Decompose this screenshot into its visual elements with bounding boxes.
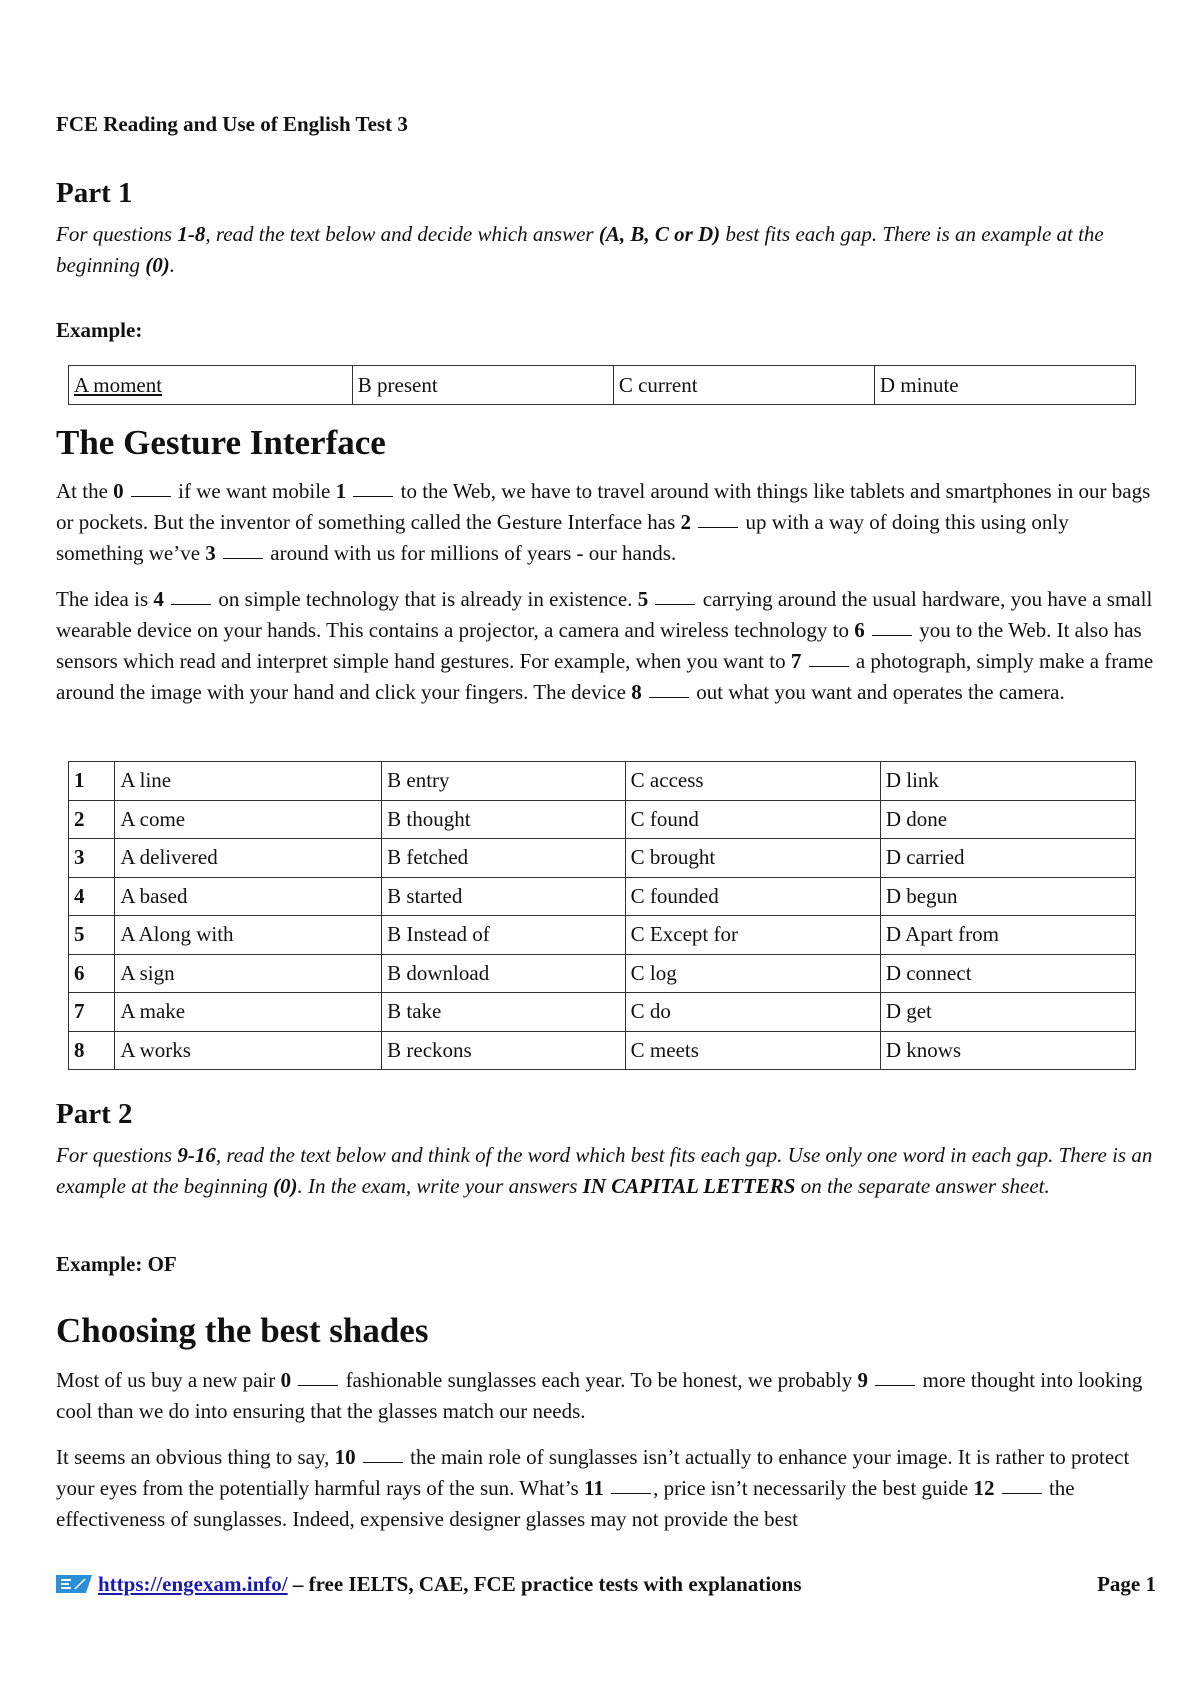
- engexam-logo-icon: [56, 1575, 92, 1593]
- text2-para1: [56, 1365, 1156, 1427]
- gap-blank[interactable]: [649, 697, 689, 698]
- instr-text: For questions: [56, 1143, 178, 1167]
- text2-para2: [56, 1442, 1156, 1535]
- gap-blank[interactable]: [171, 604, 211, 605]
- gap-blank[interactable]: [131, 496, 171, 497]
- gap-number: 11: [583, 1476, 604, 1500]
- page-number: Page 1: [1097, 1572, 1156, 1596]
- part1-heading: Part 1: [56, 177, 133, 209]
- gap-number: 10: [334, 1445, 356, 1469]
- part1-heading-wrap: [56, 177, 1156, 210]
- instr-text: . In the exam, write your answers: [297, 1174, 583, 1198]
- text1-para2-wrap: [56, 584, 1156, 708]
- para-text: on simple technology that is already in existence.: [213, 587, 638, 611]
- para-text: It seems an obvious thing to say,: [56, 1445, 335, 1469]
- instr-text: , read the text below and think of the word which best fits each gap. Use only one word in each gap. There is an example at the beginning: [56, 1143, 1153, 1198]
- part1-instructions-wrap: [56, 219, 1156, 281]
- instr-zero: (0): [145, 253, 170, 277]
- para-text: fashionable sunglasses each year. To be honest, we probably: [340, 1368, 858, 1392]
- gap-blank[interactable]: [363, 1462, 403, 1463]
- gap-number: 7: [790, 649, 802, 673]
- gap-blank[interactable]: [1002, 1493, 1042, 1494]
- part2-example: Example: OF: [56, 1252, 177, 1276]
- question-number: 7: [69, 993, 115, 1032]
- option-a[interactable]: A come: [115, 800, 382, 839]
- text1-title: The Gesture Interface: [56, 423, 386, 462]
- part2-instructions-wrap: [56, 1140, 1156, 1202]
- option-c[interactable]: C do: [625, 993, 880, 1032]
- question-row: [69, 762, 1136, 801]
- instr-text: best fits each gap. There is an example at the beginning: [56, 222, 1104, 277]
- option-a[interactable]: A works: [115, 1031, 382, 1070]
- option-a[interactable]: A line: [115, 762, 382, 801]
- question-number: 5: [69, 916, 115, 955]
- option-d[interactable]: D connect: [880, 954, 1135, 993]
- gap-number: 0: [280, 1368, 292, 1392]
- option-d[interactable]: D done: [880, 800, 1135, 839]
- answer-table-body: [69, 762, 1136, 1070]
- document-title: FCE Reading and Use of English Test 3: [56, 112, 408, 136]
- instr-text: For questions: [56, 222, 178, 246]
- para-text: around with us for millions of years - our hands.: [265, 541, 677, 565]
- text1-para1-wrap: [56, 476, 1156, 569]
- instr-range: 1-8: [177, 222, 206, 246]
- option-b[interactable]: B started: [382, 877, 626, 916]
- gap-blank[interactable]: [298, 1385, 338, 1386]
- option-c[interactable]: C found: [625, 800, 880, 839]
- gap-number: 8: [631, 680, 642, 704]
- para-text: a photograph, simply make a frame around the image with your hand and click your fingers. The device: [56, 649, 1154, 704]
- gap-blank[interactable]: [223, 558, 263, 559]
- para-text: carrying around the usual hardware, you have a small wearable device on your hands. This contains a projector, a camera and wireless technology to: [56, 587, 1153, 642]
- gap-number: 1: [335, 479, 347, 503]
- question-row: [69, 1031, 1136, 1070]
- para-text: , price isn’t necessarily the best guide: [653, 1476, 974, 1500]
- gap-blank[interactable]: [655, 604, 695, 605]
- para-text: the main role of sunglasses isn’t actually to enhance your image. It is rather to protect your eyes from the potentially harmful rays of the sun. What’s: [56, 1445, 1130, 1500]
- part2-heading-wrap: [56, 1098, 1156, 1131]
- question-row: [69, 916, 1136, 955]
- gap-blank[interactable]: [353, 496, 393, 497]
- para-text: Most of us buy a new pair: [56, 1368, 281, 1392]
- part1-instructions: [56, 219, 1156, 281]
- para-text: the effectiveness of sunglasses. Indeed, expensive designer glasses may not provide the best: [56, 1476, 1075, 1531]
- question-number: 6: [69, 954, 115, 993]
- option-c[interactable]: C Except for: [625, 916, 880, 955]
- gap-number: 6: [854, 618, 865, 642]
- question-number: 1: [69, 762, 115, 801]
- instr-caps: IN CAPITAL LETTERS: [582, 1174, 796, 1198]
- example-option-b: B present: [352, 366, 613, 405]
- footer-link[interactable]: https://engexam.info/: [98, 1572, 288, 1596]
- option-d[interactable]: D knows: [880, 1031, 1135, 1070]
- para-text: The idea is: [56, 587, 154, 611]
- para-text: up with a way of doing this using only something we’ve: [56, 510, 1069, 565]
- gap-blank[interactable]: [809, 666, 849, 667]
- page-footer: [56, 1572, 1156, 1597]
- footer-tagline: – free IELTS, CAE, FCE practice tests with explanations: [287, 1572, 802, 1596]
- gap-number: 5: [637, 587, 649, 611]
- instr-options: (A, B, C or D): [598, 222, 721, 246]
- option-b[interactable]: B take: [382, 993, 626, 1032]
- para-text: if we want mobile: [172, 479, 336, 503]
- gap-blank[interactable]: [698, 527, 738, 528]
- question-row: [69, 877, 1136, 916]
- option-a[interactable]: A delivered: [115, 839, 382, 878]
- question-row: [69, 800, 1136, 839]
- example-option-c: C current: [613, 366, 874, 405]
- question-row: [69, 954, 1136, 993]
- option-b[interactable]: B thought: [382, 800, 626, 839]
- para-text: to the Web, we have to travel around with things like tablets and smartphones in our bags or pockets. But the inventor of something called the Gesture Interface has: [56, 479, 1151, 534]
- text1-para1: [56, 476, 1156, 569]
- para-text: out what you want and operates the camera.: [690, 680, 1065, 704]
- text2-title: Choosing the best shades: [56, 1311, 429, 1350]
- text1-para2: [56, 584, 1156, 708]
- part2-instructions: [56, 1140, 1156, 1202]
- instr-text: .: [169, 253, 175, 277]
- option-d[interactable]: D link: [880, 762, 1135, 801]
- text2-title-wrap: [56, 1311, 1156, 1351]
- option-d[interactable]: D begun: [880, 877, 1135, 916]
- instr-text: , read the text below and decide which answer: [205, 222, 599, 246]
- option-c[interactable]: C founded: [625, 877, 880, 916]
- part2-heading: Part 2: [56, 1098, 133, 1130]
- option-a[interactable]: A make: [115, 993, 382, 1032]
- part1-example-label: Example:: [56, 318, 143, 342]
- example-option-a: A moment: [69, 366, 353, 405]
- example-table: [68, 365, 1136, 405]
- instr-zero: (0): [272, 1174, 298, 1198]
- option-c[interactable]: C log: [625, 954, 880, 993]
- question-number: 3: [69, 839, 115, 878]
- para-text: you to the Web. It also has sensors which read and interpret simple hand gestures. For example, when you want to: [56, 618, 1142, 673]
- question-number: 2: [69, 800, 115, 839]
- text2-para1-wrap: [56, 1365, 1156, 1427]
- question-number: 8: [69, 1031, 115, 1070]
- gap-number: 9: [857, 1368, 868, 1392]
- option-d[interactable]: D Apart from: [880, 916, 1135, 955]
- option-b[interactable]: B download: [382, 954, 626, 993]
- instr-range: 9-16: [177, 1143, 216, 1167]
- option-a[interactable]: A based: [115, 877, 382, 916]
- option-a[interactable]: A Along with: [115, 916, 382, 955]
- question-row: [69, 993, 1136, 1032]
- gap-number: 0: [113, 479, 124, 503]
- example-row: [69, 366, 1136, 405]
- para-text: more thought into looking cool than we do into ensuring that the glasses match our needs.: [56, 1368, 1143, 1423]
- option-b[interactable]: B reckons: [382, 1031, 626, 1070]
- text1-title-wrap: [56, 423, 1156, 463]
- option-b[interactable]: B fetched: [382, 839, 626, 878]
- gap-number: 3: [205, 541, 216, 565]
- question-number: 4: [69, 877, 115, 916]
- gap-number: 2: [680, 510, 692, 534]
- gap-number: 4: [153, 587, 164, 611]
- option-c[interactable]: C brought: [625, 839, 880, 878]
- option-c[interactable]: C meets: [625, 1031, 880, 1070]
- option-c[interactable]: C access: [625, 762, 880, 801]
- gap-blank[interactable]: [875, 1385, 915, 1386]
- option-a[interactable]: A sign: [115, 954, 382, 993]
- option-d[interactable]: D get: [880, 993, 1135, 1032]
- option-b[interactable]: B entry: [382, 762, 626, 801]
- gap-blank[interactable]: [611, 1493, 651, 1494]
- gap-blank[interactable]: [872, 635, 912, 636]
- part1-answer-table: [68, 761, 1136, 1070]
- para-text: At the: [56, 479, 114, 503]
- question-row: [69, 839, 1136, 878]
- text2-para2-wrap: [56, 1442, 1156, 1535]
- gap-number: 12: [973, 1476, 995, 1500]
- option-d[interactable]: D carried: [880, 839, 1135, 878]
- example-option-d: D minute: [874, 366, 1135, 405]
- instr-text: on the separate answer sheet.: [795, 1174, 1050, 1198]
- option-b[interactable]: B Instead of: [382, 916, 626, 955]
